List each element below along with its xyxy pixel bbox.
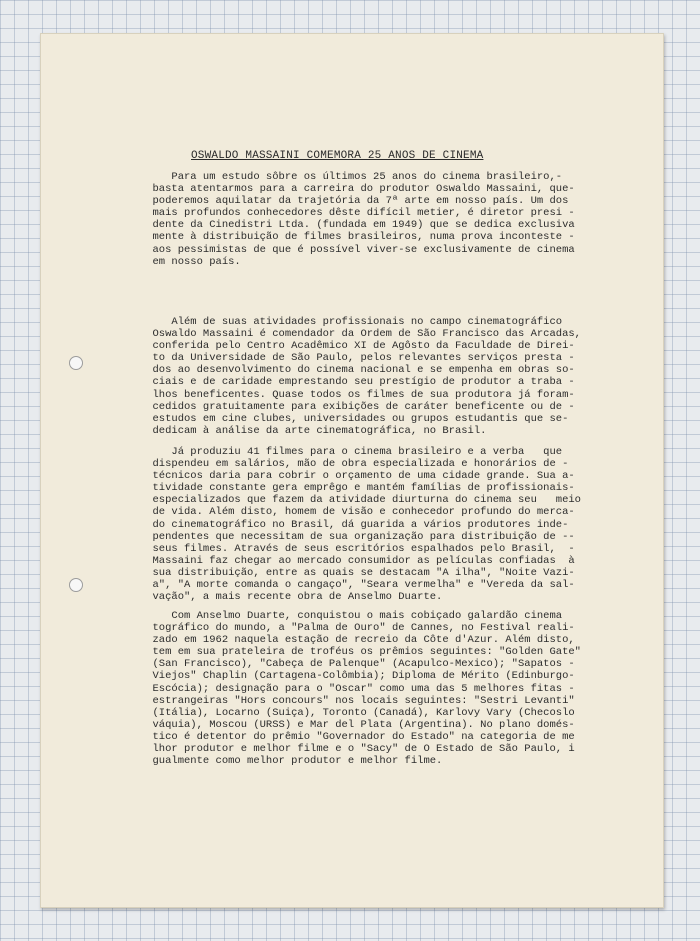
text-line: mente à distribuição de filmes brasileiros, numa prova inconteste - [121,231,575,244]
text-line: lhos beneficentes. Quase todos os filmes de sua produtora já foram- [121,388,575,401]
text-line: Já produziu 41 filmes para o cinema brasileiro e a verba que [121,446,563,458]
paragraph-1 [121,171,666,268]
text-line: a", "A morte comanda o cangaço", "Seara vermelha" e "Vereda da sal- [121,579,575,592]
text-line: mais profundos conhecedores dêste difícil metier, é diretor presi - [121,207,575,220]
text-line: seus filmes. Através de seus escritórios espalhados pelo Brasil, - [121,542,575,555]
text-line: Com Anselmo Duarte, conquistou o mais cobiçado galardão cinema [121,610,563,622]
paragraph-4 [121,610,666,767]
text-line: pendentes que necessitam de sua organização para distribuição de -- [121,530,575,543]
text-line: do cinematográfico no Brasil, dá guarida a vários produtores inde- [121,518,569,531]
text-line: em nosso país. [121,255,241,268]
text-line: estrangeiras "Hors concours" nos locais seguintes: "Sestri Levanti" [121,694,575,707]
text-line: conferida pelo Centro Acadêmico XI de Agôsto da Faculdade de Direi- [121,340,575,353]
text-line: aos pessimistas de que é possível viver-se exclusivamente de cinema [121,243,575,256]
text-line: (San Francisco), "Cabeça de Palenque" (Acapulco-Mexico); "Sapatos - [121,658,575,671]
text-line: tividade constante gera emprêgo e mantém famílias de profissionais- [121,482,575,495]
text-line: técnicos daria para cobrir o orçamento de uma cidade grande. Sua a- [121,470,575,483]
text-line: Escócia); designação para o "Oscar" como uma das 5 melhores fitas - [121,682,575,695]
punch-hole-top [69,356,83,370]
document-page [40,33,664,908]
text-line: poderemos aquilatar da trajetória da 7ª arte em nosso país. Um dos [121,195,569,208]
paragraph-3 [121,446,666,603]
text-line: dos ao desenvolvimento do cinema nacional e se empenha em obras so- [121,364,575,377]
text-line: (Itália), Locarno (Suiça), Toronto (Canadá), Karlovy Vary (Checoslo [121,706,575,719]
text-line: gualmente como melhor produtor e melhor filme. [121,755,443,768]
text-line: zado em 1962 naquela estação de recreio da Côte d'Azur. Além disto, [121,634,575,647]
text-line: lhor produtor e melhor filme e o "Sacy" de O Estado de São Paulo, i [121,743,575,756]
text-line: Para um estudo sôbre os últimos 25 anos do cinema brasileiro,- [121,171,563,183]
text-line: basta atentarmos para a carreira do produtor Oswaldo Massaini, que- [121,183,575,196]
text-line: especializados que fazem da atividade diurturna do cinema seu meio [121,494,581,507]
text-line: Oswaldo Massaini é comendador da Ordem de São Francisco das Arcadas, [121,328,581,341]
text-line: Além de suas atividades profissionais no campo cinematográfico [121,316,563,328]
text-line: de vida. Além disto, homem de visão e conhecedor profundo do merca- [121,506,575,519]
text-line: estudos em cine clubes, universidades ou grupos estudantis que se- [121,412,569,425]
text-line: cedidos gratuitamente para exibições de caráter beneficente ou de - [121,400,575,413]
text-line: Viejos" Chaplin (Cartagena-Colômbia); Diploma de Mérito (Edinburgo- [121,670,575,683]
paragraph-2 [121,316,666,437]
text-line: ciais e de caridade emprestando seu prestígio de produtor a traba - [121,376,575,389]
text-line: tográfico do mundo, a "Palma de Ouro" de Cannes, no Festival reali- [121,622,575,635]
text-line: Massaini faz chegar ao mercado consumidor as películas confiadas à [121,554,575,567]
text-line: dedicam à análise da arte cinematográfica, no Brasil. [121,424,487,437]
text-line: tem em sua prateleira de troféus os prêmios seguintes: "Golden Gate" [121,646,581,659]
text-line: váquia), Moscou (URSS) e Mar del Plata (Argentina). No plano domés- [121,718,575,731]
text-line: dispendeu em salários, mão de obra especializada e honorários de - [121,458,569,471]
text-line: vação", a mais recente obra de Anselmo Duarte. [121,591,443,604]
text-line: to da Universidade de São Paulo, pelos relevantes serviços presta - [121,352,575,365]
text-line: tico é detentor do prêmio "Governador do Estado" na categoria de me [121,730,575,743]
text-line: dente da Cinedistri Ltda. (fundada em 1949) que se dedica exclusiva [121,219,575,232]
text-line: sua distribuição, entre as quais se destacam "A ilha", "Noite Vazi- [121,566,575,579]
punch-hole-bottom [69,578,83,592]
document-title: OSWALDO MASSAINI COMEMORA 25 ANOS DE CINEMA [191,150,484,162]
